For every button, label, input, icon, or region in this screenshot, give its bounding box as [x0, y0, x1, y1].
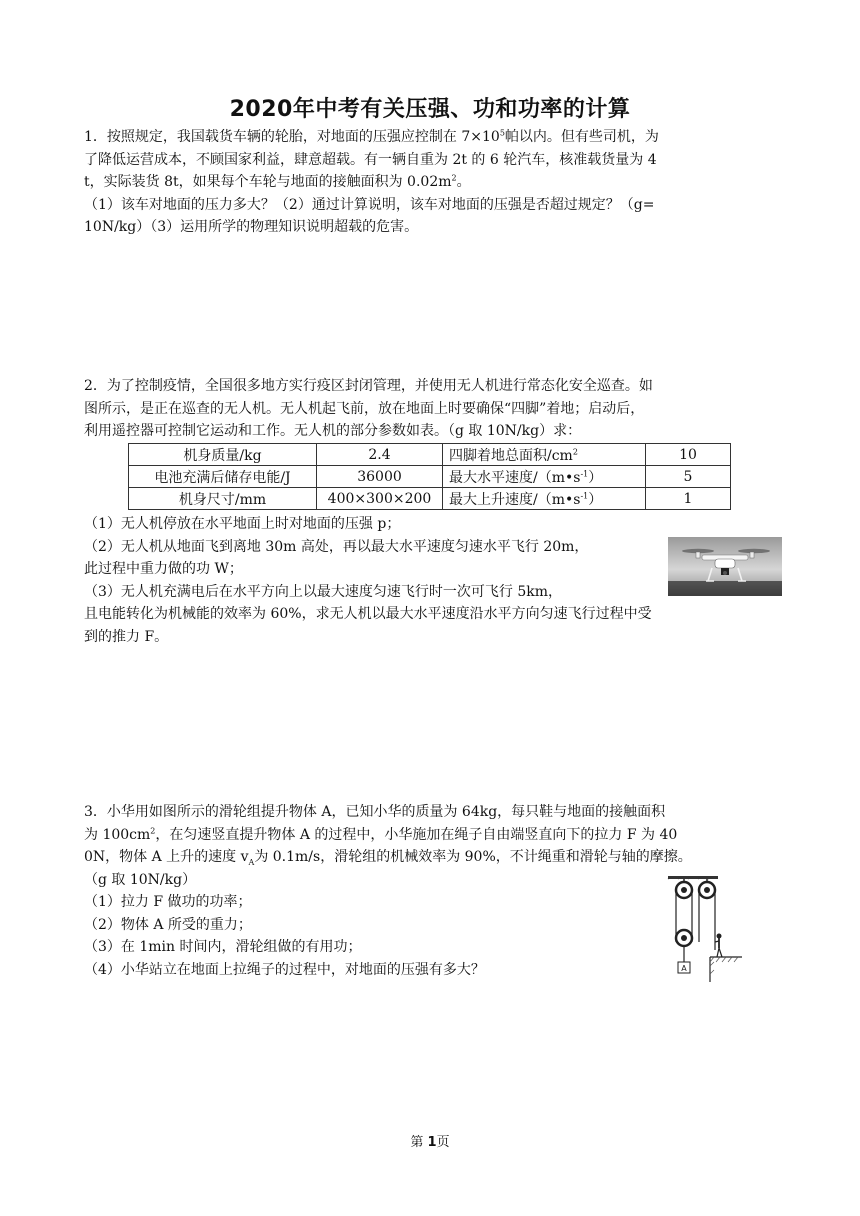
- q1-line-4: （1）该车对地面的压力多大？（2）通过计算说明，该车对地面的压强是否超过规定？（g=: [84, 196, 655, 213]
- table-cell: 机身质量/kg: [129, 444, 317, 466]
- q3-sub-3: （3）在 1min 时间内，滑轮组做的有用功；: [84, 939, 362, 955]
- q3-line-3: 0N，物体 A 上升的速度 $v_A$为 0.1m/s，滑轮组的机械效率为 90%，不计绳重和滑轮与轴的摩擦。: [84, 849, 692, 867]
- table-cell: 机身尺寸/mm: [129, 488, 317, 510]
- page-title: 2020年中考有关压强、功和功率的计算: [229, 97, 631, 122]
- q2-sub-2a: （2）无人机从地面飞到离地 30m 高处，再以最大水平速度匀速水平飞行 20m，: [84, 538, 589, 555]
- q2-line-3: 利用遥控器可控制它运动和工作。无人机的部分参数如表。（g 取 10N/kg）求：: [84, 423, 582, 439]
- q2-sub-2b: 此过程中重力做的功 W；: [84, 561, 243, 577]
- question-1: [84, 126, 784, 239]
- table-row: [129, 466, 731, 488]
- q1-line-3: t，实际装货 8t，如果每个车轮与地面的接触面积为 $0.02m^2$。: [84, 173, 471, 190]
- table-cell: 10: [646, 444, 731, 466]
- q2-sub-3b: 且电能转化为机械能的效率为 60%，求无人机以最大水平速度沿水平方向匀速飞行过程中受: [84, 606, 652, 622]
- table-row: [129, 444, 731, 466]
- q1-line-2: 了降低运营成本，不顾国家利益，肆意超载。有一辆自重为 2t 的 6 轮汽车，核准载货量为 4: [84, 151, 657, 168]
- table-cell: 1: [646, 488, 731, 510]
- table-cell: 36000: [317, 466, 443, 488]
- table-cell: 400×300×200: [317, 488, 443, 510]
- table-cell: 最大水平速度$/(m•s^{-1})$: [443, 466, 646, 488]
- q3-sub-1: （1）拉力 F 做功的功率；: [84, 894, 252, 910]
- q2-sub-3a: （3）无人机充满电后在水平方向上以最大速度匀速飞行时一次可飞行 5km，: [84, 583, 563, 600]
- q1-line-5: 10N/kg）（3）运用所学的物理知识说明超载的危害。: [84, 219, 419, 235]
- question-2: [84, 375, 784, 443]
- q1-line-1: 1．按照规定，我国载货车辆的轮胎，对地面的压强应控制在 $7\times 10^5$帕以内。但有些司机，为: [84, 128, 659, 145]
- drone-parameter-table: [128, 443, 731, 510]
- pulley-system-figure: [664, 876, 746, 982]
- q2-line-1: 2．为了控制疫情，全国很多地方实行疫区封闭管理，并使用无人机进行常态化安全巡查。如: [84, 378, 653, 394]
- object-a-label: A: [681, 964, 687, 973]
- q3-line-4: （g 取 10N/kg）: [84, 871, 197, 888]
- q2-sub-1: （1）无人机停放在水平地面上时对地面的压强 p；: [84, 516, 401, 532]
- table-row: [129, 488, 731, 510]
- drone-photo: [668, 537, 782, 596]
- table-cell: 5: [646, 466, 731, 488]
- q3-line-1: 3．小华用如图所示的滑轮组提升物体 A，已知小华的质量为 64kg，每只鞋与地面的接触面积: [84, 804, 666, 820]
- q3-line-2: 为 $100cm^2$，在匀速竖直提升物体 A 的过程中，小华施加在绳子自由端竖直向下的拉力 F 为 40: [84, 825, 678, 843]
- table-cell: 电池充满后储存电能/J: [129, 466, 317, 488]
- table-cell: 四脚着地总面积$/cm^2$: [443, 444, 646, 466]
- table-cell: 2.4: [317, 444, 443, 466]
- page-number: 第 1页: [410, 1135, 450, 1150]
- table-cell: 最大上升速度$/(m•s^{-1})$: [443, 488, 646, 510]
- q2-line-2: 图所示，是正在巡查的无人机。无人机起飞前，放在地面上时要确保“四脚”着地；启动后，: [84, 400, 645, 417]
- q3-sub-4: （4）小华站立在地面上拉绳子的过程中，对地面的压强有多大？: [84, 961, 485, 978]
- q2-sub-3c: 到的推力 F。: [84, 628, 169, 645]
- q3-sub-2: （2）物体 A 所受的重力；: [84, 916, 252, 933]
